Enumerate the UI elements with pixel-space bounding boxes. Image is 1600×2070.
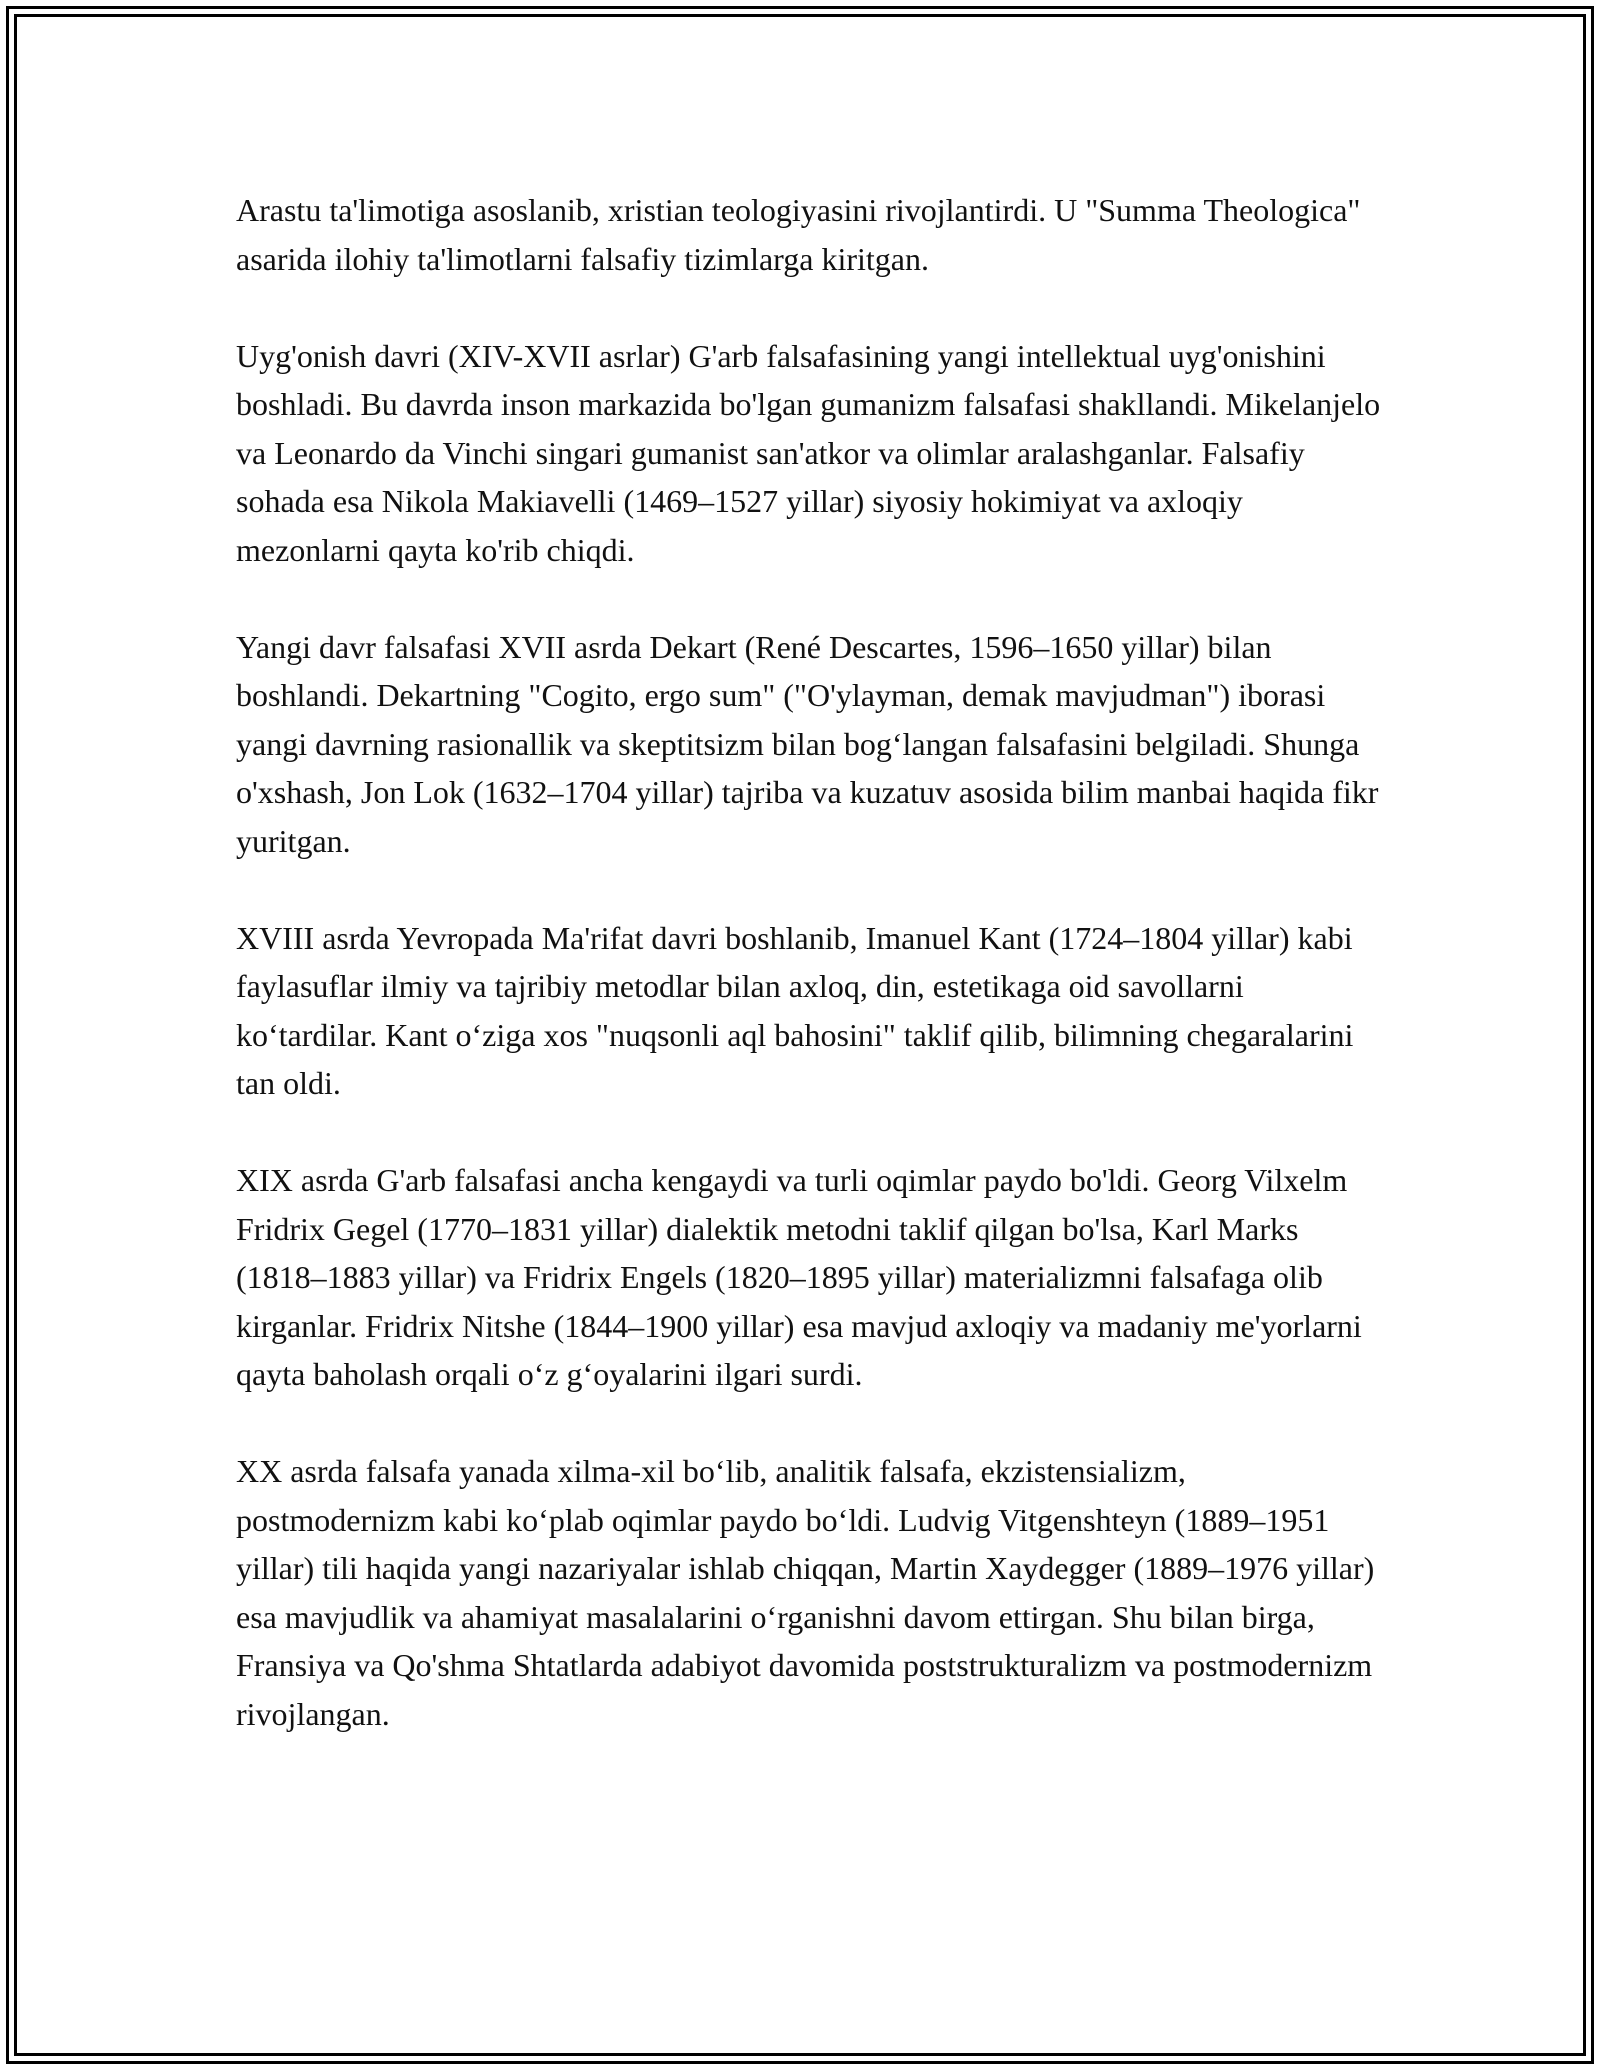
paragraph-6: XX asrda falsafa yanada xilma-xil bo‘lib, analitik falsafa, ekzistensializm, postmodernizm kabi ko‘plab oqimlar paydo bo‘ldi. Ludvig Vitgenshteyn (1889–1951 yillar) tili haqida yangi nazariyalar ishlab chiqqan, Martin Xaydegger (1889–1976 yillar) esa mavjudlik va ahamiyat masalalarini o‘rganishni davom ettirgan. Shu bilan birga, Fransiya va Qo'shma Shtatlarda adabiyot davomida poststrukturalizm va postmodernizm rivojlangan. bbox=[236, 1453, 1375, 1732]
paragraph-4: XVIII asrda Yevropada Ma'rifat davri boshlanib, Imanuel Kant (1724–1804 yillar) kabi faylasuflar ilmiy va tajribiy metodlar bilan axloq, din, estetikaga oid savollarni ko‘tardilar. Kant o‘ziga xos "nuqsonli aql bahosini" taklif qilib, bilimning chegaralarini tan oldi. bbox=[236, 919, 1354, 1101]
paragraph-1: Arastu ta'limotiga asoslanib, xristian teologiyasini rivojlantirdi. U "Summa Theologica" asarida ilohiy ta'limotlarni falsafiy tizimlarga kiritgan. bbox=[236, 192, 1361, 277]
paragraph-5: XIX asrda G'arb falsafasi ancha kengaydi va turli oqimlar paydo bo'ldi. Georg Vilxelm Fridrix Gegel (1770–1831 yillar) dialektik metodni taklif qilgan bo'lsa, Karl Marks (1818–1883 yillar) va Fridrix Engels (1820–1895 yillar) materializmni falsafaga olib kirganlar. Fridrix Nitshe (1844–1900 yillar) esa mavjud axloqiy va madaniy me'yorlarni qayta baholash orqali o‘z g‘oyalarini ilgari surdi. bbox=[236, 1162, 1362, 1392]
paragraph-3: Yangi davr falsafasi XVII asrda Dekart (René Descartes, 1596–1650 yillar) bilan boshlandi. Dekartning "Cogito, ergo sum" ("O'ylayman, demak mavjudman") iborasi yangi davrning rasionallik va skeptitsizm bilan bog‘langan falsafasini belgiladi. Shunga o'xshash, Jon Lok (1632–1704 yillar) tajriba va kuzatuv asosida bilim manbai haqida fikr yuritgan. bbox=[236, 628, 1379, 859]
document-body bbox=[236, 186, 1386, 1738]
paragraph-2: Uyg'onish davri (XIV-XVII asrlar) G'arb falsafasining yangi intellektual uyg'onishini boshladi. Bu davrda inson markazida bo'lgan gumanizm falsafasi shakllandi. Mikelanjelo va Leonardo da Vinchi singari gumanist san'atkor va olimlar aralashganlar. Falsafiy sohada esa Nikola Makiavelli (1469–1527 yillar) siyosiy hokimiyat va axloqiy mezonlarni qayta ko'rib chiqdi. bbox=[236, 337, 1381, 568]
